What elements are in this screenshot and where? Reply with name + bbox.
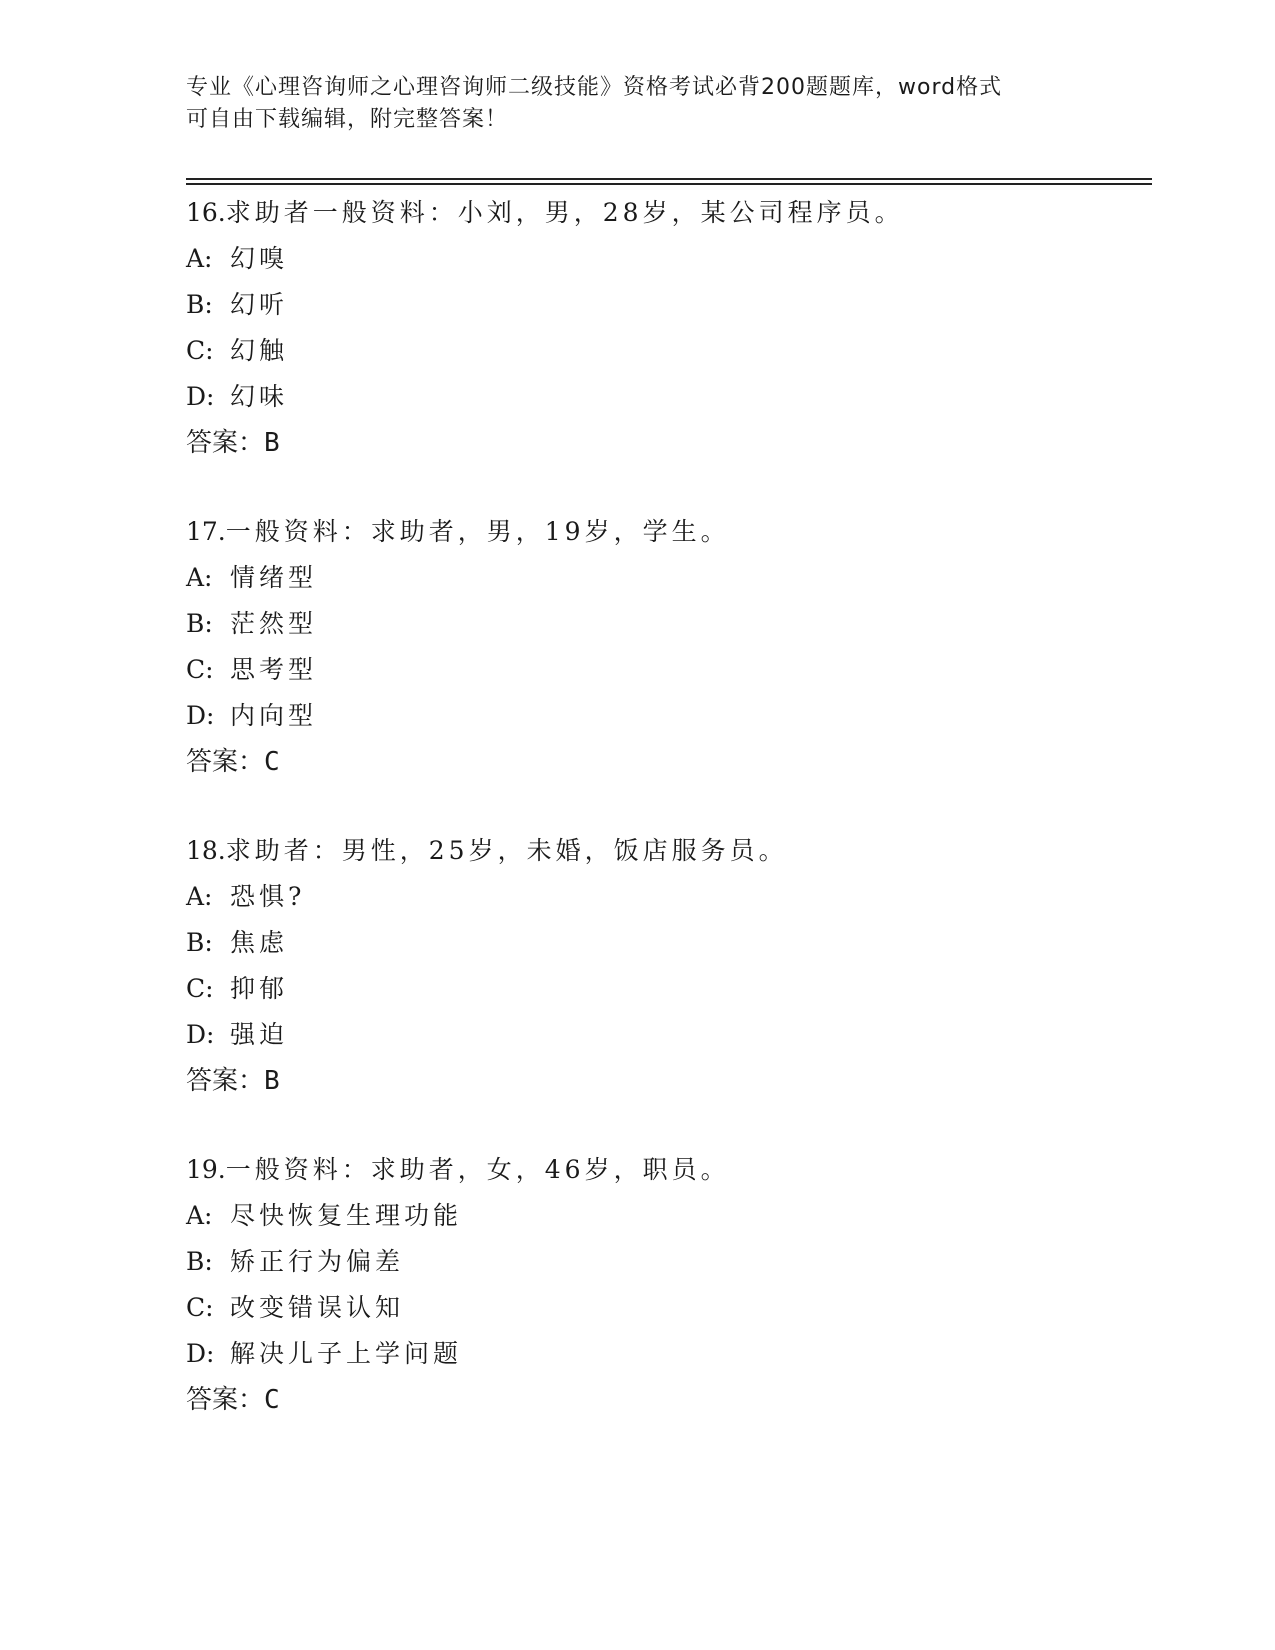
option-letter: A: [186,244,213,273]
option-d [186,1012,1146,1058]
question-16 [186,190,1146,509]
answer-line [186,1377,1146,1423]
question-stem [186,828,1146,874]
option-text: 内向型 [230,701,318,730]
option-text: 恐惧? [230,882,306,911]
option-c [186,647,1146,693]
answer-line [186,420,1146,466]
header-divider-bottom [186,183,1152,185]
option-letter: C: [186,336,214,365]
question-stem [186,190,1146,236]
option-letter: C: [186,655,214,684]
option-letter: B: [186,290,213,319]
option-b [186,601,1146,647]
option-text: 解决儿子上学问题 [230,1339,463,1368]
option-letter: B: [186,1247,213,1276]
option-letter: C: [186,974,214,1003]
option-b [186,1239,1146,1285]
header-line-2: 可自由下载编辑，附完整答案！ [186,107,509,132]
answer-label: 答案： [186,747,265,777]
answer-value: B [264,428,280,458]
option-b [186,920,1146,966]
option-c [186,966,1146,1012]
option-letter: B: [186,928,213,957]
option-letter: D: [186,701,215,730]
option-letter: A: [186,1201,213,1230]
option-text: 思考型 [230,655,318,684]
option-text: 情绪型 [230,563,318,592]
option-text: 幻味 [230,382,289,411]
option-d [186,693,1146,739]
header-divider-top [186,178,1152,180]
answer-line [186,1058,1146,1104]
option-a [186,874,1146,920]
question-number: 16. [186,198,226,227]
question-17 [186,509,1146,828]
option-text: 幻听 [230,290,289,319]
answer-value: B [264,1066,280,1096]
option-text: 强迫 [230,1020,289,1049]
answer-label: 答案： [186,428,265,458]
option-letter: D: [186,382,215,411]
option-a [186,236,1146,282]
option-letter: D: [186,1020,215,1049]
option-text: 矫正行为偏差 [230,1247,405,1276]
option-text: 焦虑 [230,928,289,957]
option-d [186,374,1146,420]
option-c [186,328,1146,374]
option-text: 尽快恢复生理功能 [230,1201,463,1230]
question-number: 19. [186,1155,226,1184]
question-list [186,190,1146,1466]
question-text: 一般资料：求助者，男，19岁，学生。 [225,517,730,546]
question-stem [186,1147,1146,1193]
answer-value: C [264,1385,280,1415]
question-text: 一般资料：求助者，女，46岁，职员。 [225,1155,730,1184]
option-d [186,1331,1146,1377]
question-number: 17. [186,517,226,546]
question-number: 18. [186,836,226,865]
option-text: 抑郁 [230,974,289,1003]
question-text: 求助者一般资料：小刘，男，28岁，某公司程序员。 [225,198,904,227]
option-letter: A: [186,563,213,592]
option-letter: D: [186,1339,215,1368]
header-line-1: 专业《心理咨询师之心理咨询师二级技能》资格考试必背200题题库，word格式 [186,75,1003,100]
answer-label: 答案： [186,1385,265,1415]
option-c [186,1285,1146,1331]
option-letter: A: [186,882,213,911]
question-19 [186,1147,1146,1466]
answer-value: C [264,747,280,777]
option-a [186,1193,1146,1239]
option-text: 茫然型 [230,609,318,638]
question-text: 求助者：男性，25岁，未婚，饭店服务员。 [225,836,788,865]
answer-line [186,739,1146,785]
question-18 [186,828,1146,1147]
option-letter: B: [186,609,213,638]
answer-label: 答案： [186,1066,265,1096]
option-text: 幻触 [230,336,289,365]
option-text: 改变错误认知 [230,1293,405,1322]
option-a [186,555,1146,601]
option-text: 幻嗅 [230,244,289,273]
question-stem [186,509,1146,555]
document-header [186,72,1066,136]
option-letter: C: [186,1293,214,1322]
option-b [186,282,1146,328]
